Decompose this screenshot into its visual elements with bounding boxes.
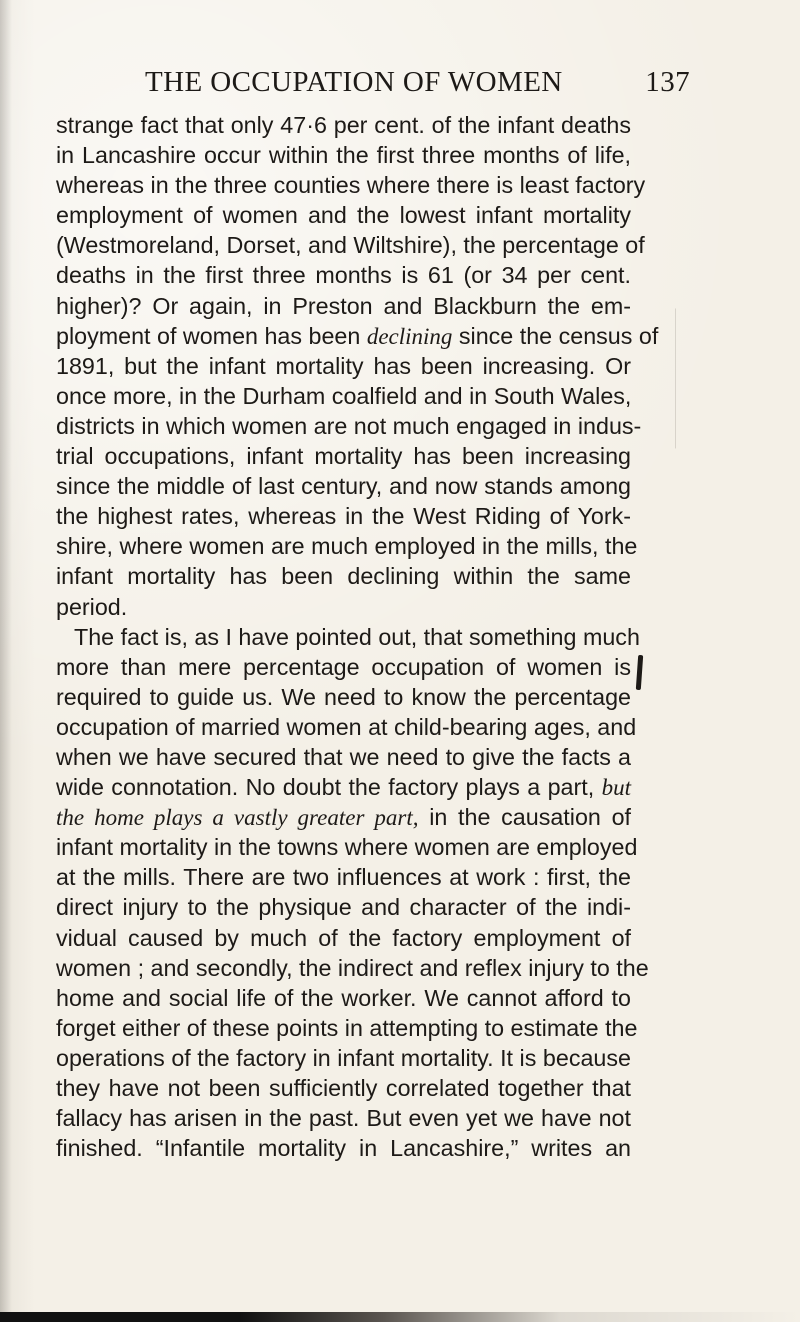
page-bottom-edge (0, 1312, 800, 1322)
page-header (145, 66, 690, 100)
italic-text: declining (366, 323, 453, 349)
paragraph-first-line: The fact is, as I have pointed out, that something much (74, 623, 640, 650)
text-line: trial occupations, infant mortality has been increasing (56, 443, 631, 470)
italic-text: but (601, 775, 631, 801)
text-line: vidual caused by much of the factory employment of (56, 924, 631, 951)
text-line: 1891, but the infant mortality has been increasing. Or (56, 352, 631, 379)
text-line: operations of the factory in infant mortality. It is because (56, 1044, 631, 1071)
text-line: infant mortality in the towns where women are employed (56, 834, 638, 861)
text-run: wide connotation. No doubt the factory plays a part, (56, 774, 602, 801)
text-line: they have not been sufficiently correlated together that (56, 1075, 631, 1101)
text-line: whereas in the three counties where there is least factory (56, 172, 646, 199)
text-line: direct injury to the physique and character of the indi- (56, 894, 631, 921)
text-line: (Westmoreland, Dorset, and Wiltshire), the percentage of (56, 232, 645, 259)
text-line: since the middle of last century, and now stands among (56, 473, 631, 500)
binding-shadow (0, 0, 12, 1322)
text-line: employment of women and the lowest infant mortality (56, 202, 631, 229)
text-line: shire, where women are much employed in the mills, the (56, 533, 638, 560)
text-line: period. (56, 593, 128, 620)
text-line: forget either of these points in attempting to estimate the (56, 1014, 638, 1041)
text-line: higher)? Or again, in Preston and Blackburn the em- (56, 292, 631, 319)
text-line: when we have secured that we need to give the facts a (56, 743, 631, 770)
text-line: in Lancashire occur within the first three months of life, (56, 142, 631, 169)
text-run: ployment of women has been (56, 322, 367, 349)
text-line: infant mortality has been declining within the same (56, 563, 631, 590)
running-head: THE OCCUPATION OF WOMEN (145, 66, 563, 98)
text-line: strange fact that only 47·6 per cent. of the infant deaths (56, 112, 631, 138)
text-run: in the causation of (418, 804, 631, 831)
page-crease (675, 261, 736, 449)
page-number: 137 (645, 66, 690, 98)
text-line-with-italic (56, 802, 631, 832)
text-line: districts in which women are not much engaged in indus- (56, 412, 642, 439)
text-line: deaths in the first three months is 61 (or 34 per cent. (56, 262, 631, 289)
body-text (56, 110, 659, 1163)
text-line: once more, in the Durham coalfield and in South Wales, (56, 382, 632, 409)
text-line: fallacy has arisen in the past. But even yet we have not (56, 1105, 631, 1132)
text-line: occupation of married women at child-bearing ages, and (56, 713, 637, 740)
text-line-with-italic (56, 772, 631, 802)
text-line: at the mills. There are two influences at work : first, the (56, 864, 631, 891)
italic-text: the home plays a vastly greater part, (56, 805, 419, 831)
text-line: home and social life of the worker. We cannot afford to (56, 984, 631, 1011)
text-line: women ; and secondly, the indirect and reflex injury to the (56, 954, 649, 981)
text-line: the highest rates, whereas in the West Riding of York- (56, 503, 631, 530)
text-line: more than mere percentage occupation of women is (56, 653, 631, 680)
text-line: required to guide us. We need to know the percentage (56, 683, 631, 710)
ink-margin-mark (636, 655, 643, 690)
text-line-with-italic (56, 321, 659, 351)
text-line: finished. “Infantile mortality in Lancashire,” writes an (56, 1135, 631, 1162)
text-run: since the census of (452, 322, 659, 349)
